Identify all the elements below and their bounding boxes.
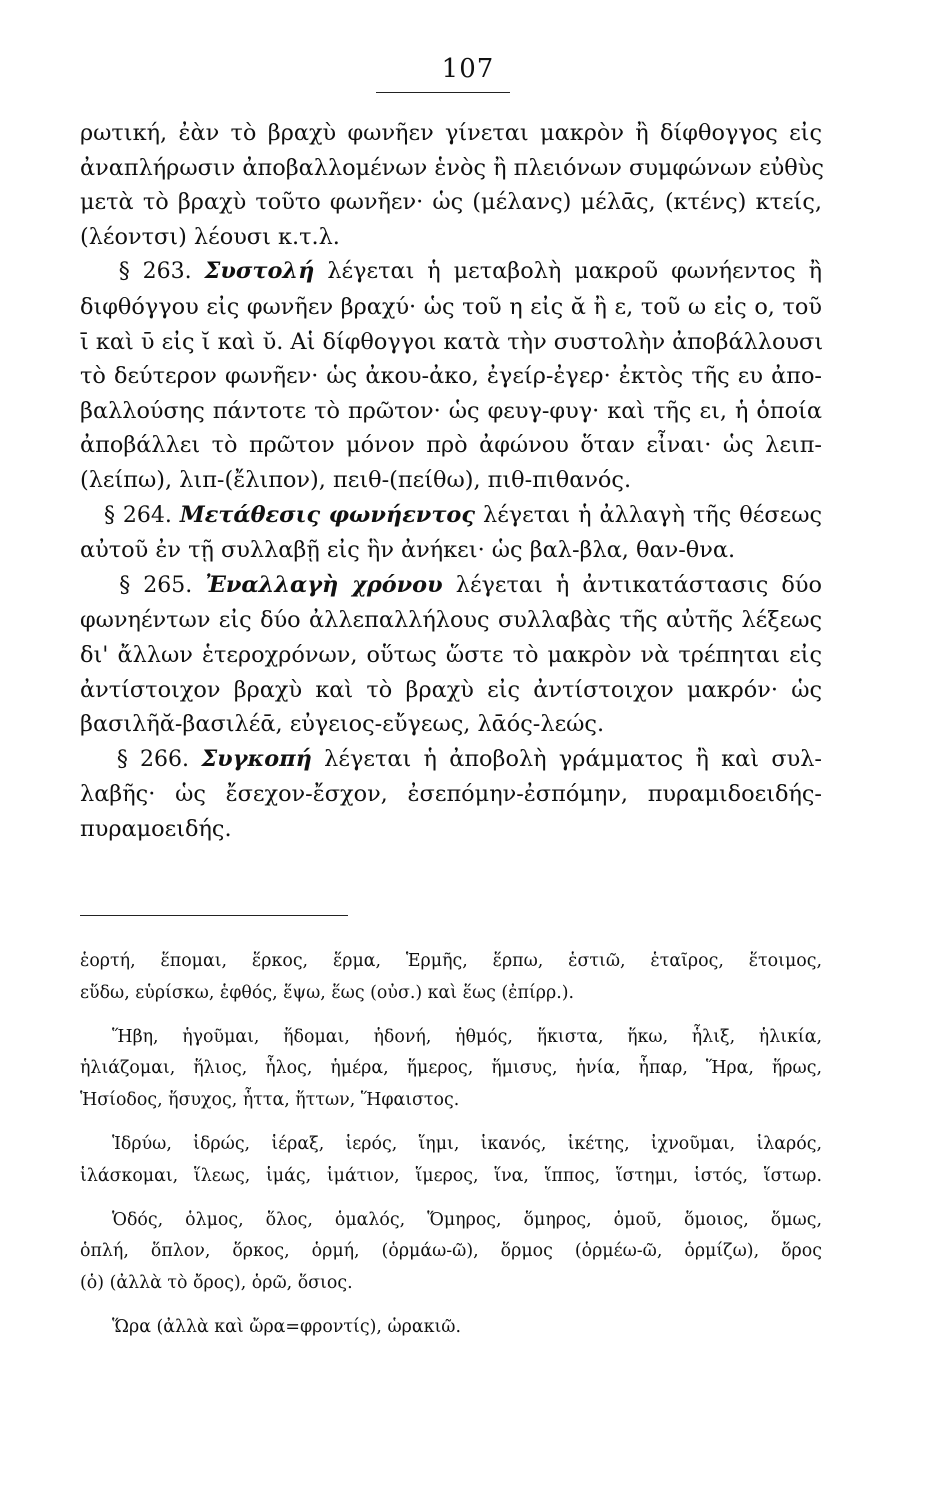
- footnote-line: (ὁ) (ἀλλὰ τὸ ὄρος), ὁρῶ, ὅσιος.: [80, 1273, 353, 1294]
- text-line: αὐτοῦ ἐν τῇ συλλαβῇ εἰς ἣν ἀνήκει· ὡς βαλ-βλα, θαν-θνα.: [80, 537, 736, 564]
- section-265: [80, 568, 822, 742]
- section-mark: § 265.: [119, 572, 193, 598]
- footnote-line: Ἥβη, ἡγοῦμαι, ἥδομαι, ἡδονή, ἡθμός, ἥκιστα, ἥκω, ἧλιξ, ἡλικία,: [112, 1026, 822, 1047]
- section-264-heading-line: [80, 498, 822, 534]
- page-number: 107: [441, 54, 495, 84]
- text-line: ῑ καὶ ῡ εἰς ῐ καὶ ῠ. Αἱ δίφθογγοι κατὰ τὴν συστολὴν ἀποβάλλουσι: [80, 328, 824, 355]
- footnote-line: ὁπλή, ὅπλον, ὅρκος, ὁρμή, (ὁρμάω-ῶ), ὅρμος (ὁρμέω-ῶ, ὁρμίζω), ὅρος: [80, 1241, 822, 1262]
- paragraph-continuation: [80, 116, 822, 254]
- footnote: [80, 1205, 822, 1300]
- section-term: Συγκοπή: [201, 745, 312, 772]
- footnote-line: Ἡσίοδος, ἥσυχος, ἧττα, ἥττων, Ἥφαιστος.: [80, 1090, 460, 1111]
- text-line: λαβῆς· ὡς ἔσεχον-ἔσχον, ἐσεπόμην-ἐσπόμην, πυραμιδοειδής-: [80, 781, 822, 808]
- header-rule: [376, 92, 510, 93]
- text-line: (λέοντσι) λέουσι κ.τ.λ.: [80, 223, 340, 250]
- text-line: τὸ δεύτερον φωνῆεν· ὡς ἀκου-ἀκο, ἐγείρ-ἐγερ· ἐκτὸς τῆς ευ ἀπο-: [80, 363, 822, 390]
- text-line-part: λέγεται ἡ ἀντικατάστασις δύο: [455, 571, 822, 598]
- text-line: ἀποβάλλει τὸ πρῶτον μόνον πρὸ ἀφώνου ὅταν εἶναι· ὡς λειπ-: [80, 432, 822, 459]
- section-263: [80, 254, 822, 497]
- section-mark: § 263.: [118, 259, 192, 285]
- section-mark: § 264.: [104, 502, 172, 528]
- text-line-part: λέγεται ἡ μεταβολὴ μακροῦ φωνήεντος ἢ: [327, 258, 823, 285]
- footnotes: [80, 946, 822, 1356]
- section-266: [80, 742, 822, 847]
- section-term: Μετάθεσις φωνήεντος: [179, 501, 475, 528]
- text-line: διφθόγγου εἰς φωνῆεν βραχύ· ὡς τοῦ η εἰς ᾰ ἢ ε, τοῦ ω εἰς ο, τοῦ: [80, 293, 822, 320]
- section-mark: § 266.: [116, 746, 190, 772]
- footnote-line: Ὥρα (ἀλλὰ καὶ ὤρα=φροντίς), ὡρακιῶ.: [112, 1316, 461, 1337]
- section-263-heading-line: [80, 254, 822, 290]
- footnote-rule: [80, 915, 348, 916]
- footnote-line: εὕδω, εὑρίσκω, ἑφθός, ἕψω, ἕως (οὐσ.) καὶ ἕως (ἐπίρρ.).: [80, 982, 575, 1003]
- text-line: δι' ἄλλων ἑτεροχρόνων, οὕτως ὥστε τὸ μακρὸν νὰ τρέπηται εἰς: [80, 641, 822, 668]
- section-term: Συστολή: [204, 258, 315, 285]
- text-line: βασιλῆᾰ-βασιλέᾱ, εὐγειος-εὔγεως, λᾱός-λεώς.: [80, 711, 605, 738]
- footnote-line: ἱλάσκομαι, ἵλεως, ἱμάς, ἱμάτιον, ἵμερος, ἵνα, ἵππος, ἵστημι, ἱστός, ἵστωρ.: [80, 1165, 822, 1186]
- footnote-line: ἑορτή, ἕπομαι, ἕρκος, ἕρμα, Ἑρμῆς, ἕρπω, ἑστιῶ, ἑταῖρος, ἕτοιμος,: [80, 951, 822, 971]
- section-265-heading-line: [80, 568, 822, 604]
- footnote-line: ἡλιάζομαι, ἥλιος, ἧλος, ἡμέρα, ἥμερος, ἥμισυς, ἡνία, ἧπαρ, Ἥρα, ἥρως,: [80, 1058, 822, 1079]
- footnote-line: Ὁδός, ὁλμος, ὅλος, ὁμαλός, Ὅμηρος, ὅμηρος, ὁμοῦ, ὅμοιος, ὅμως,: [112, 1209, 822, 1230]
- text-line: βαλλούσης πάντοτε τὸ πρῶτον· ὡς φευγ-φυγ· καὶ τῆς ει, ἡ ὁποία: [80, 397, 822, 424]
- section-266-heading-line: [80, 742, 822, 778]
- section-264: [80, 498, 822, 568]
- footnote-line: Ἱδρύω, ἱδρώς, ἱέραξ, ἱερός, ἵημι, ἱκανός, ἱκέτης, ἰχνοῦμαι, ἱλαρός,: [112, 1133, 822, 1154]
- footnote: [80, 946, 822, 1010]
- text-line: μετὰ τὸ βραχὺ τοῦτο φωνῆεν· ὡς (μέλανς) μέλᾱς, (κτένς) κτείς,: [80, 189, 822, 216]
- text-line: πυραμοειδής.: [80, 815, 232, 842]
- text-line: ἀναπλήρωσιν ἀποβαλλομένων ἑνὸς ἢ πλειόνων συμφώνων εὐθὺς: [80, 154, 824, 181]
- section-term: Ἐναλλαγὴ χρόνου: [205, 571, 443, 598]
- footnote: [80, 1022, 822, 1117]
- footnote: [80, 1129, 822, 1193]
- text-line: ρωτική, ἐὰν τὸ βραχὺ φωνῆεν γίνεται μακρὸν ἢ δίφθογγος εἰς: [80, 120, 822, 146]
- text-line: φωνηέντων εἰς δύο ἀλλεπαλλήλους συλλαβὰς τῆς αὐτῆς λέξεως: [80, 607, 822, 634]
- text-line: ἀντίστοιχον βραχὺ καὶ τὸ βραχὺ εἰς ἀντίστοιχον μακρόν· ὡς: [80, 676, 822, 703]
- text-line-part: λέγεται ἡ ἀλλαγὴ τῆς θέσεως: [483, 501, 823, 528]
- footnote: [80, 1312, 822, 1344]
- text-line-part: λέγεται ἡ ἀποβολὴ γράμματος ἢ καὶ συλ-: [324, 745, 822, 772]
- text-line: (λείπω), λιπ-(ἔλιπον), πειθ-(πείθω), πιθ-πιθανός.: [80, 466, 632, 493]
- main-text: [80, 116, 822, 846]
